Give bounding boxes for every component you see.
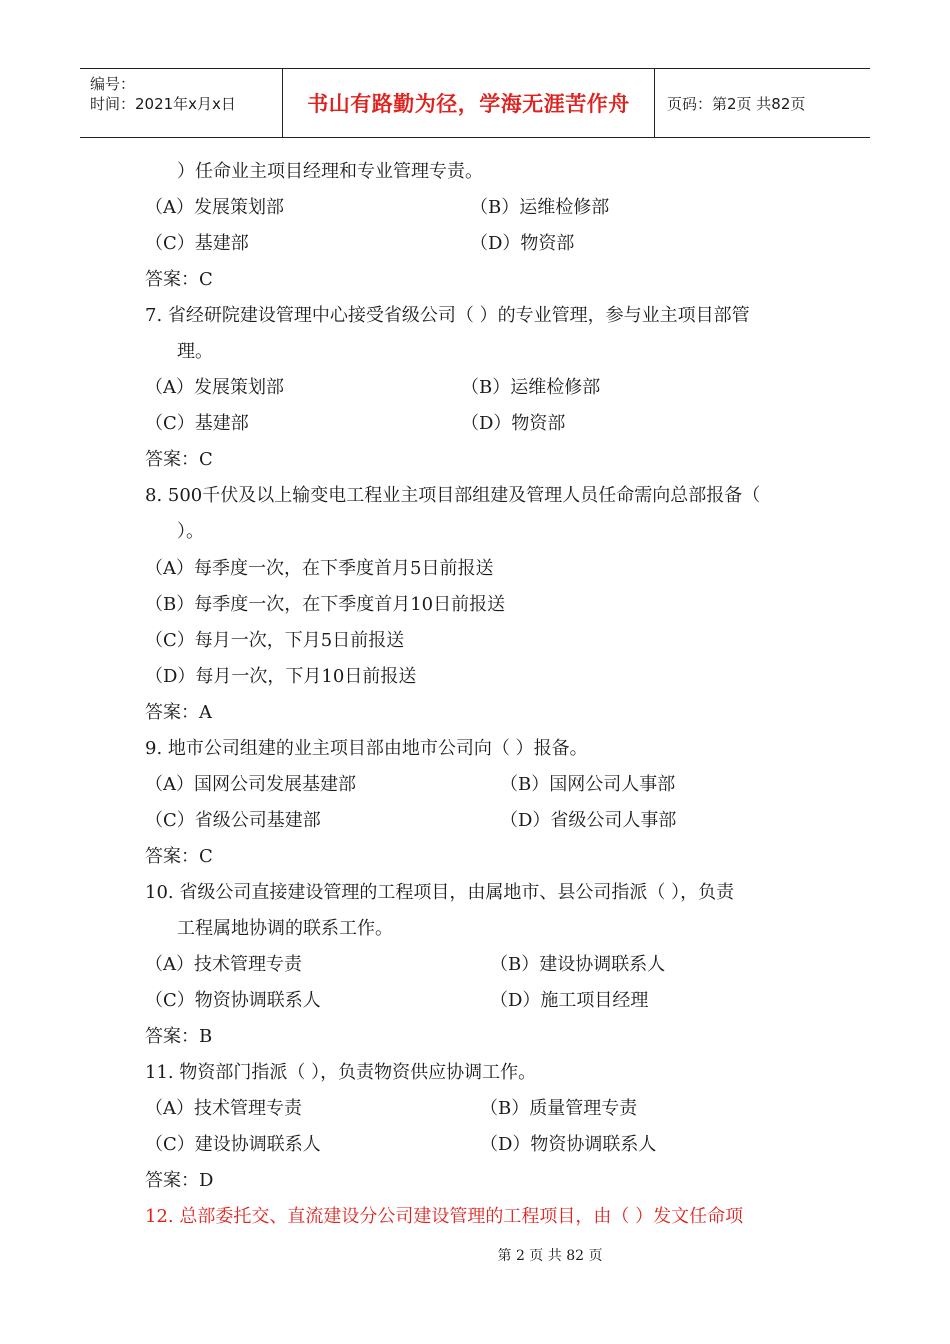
text-line: 11. 物资部门指派（ ），负责物资供应协调工作。 (145, 1062, 537, 1083)
text-line: （D）施工项目经理 (490, 990, 649, 1011)
text-line: （A）发展策划部 (145, 377, 284, 398)
text-line: 工程属地协调的联系工作。 (177, 918, 393, 939)
text-line: （B）国网公司人事部 (500, 774, 676, 795)
text-line: （B）每季度一次，在下季度首月10日前报送 (145, 594, 506, 615)
text-line: （A）技术管理专责 (145, 954, 302, 975)
page-footer: 第 2 页 共 82 页 (497, 1248, 603, 1264)
text-line: （B）运维检修部 (470, 197, 610, 218)
text-line: ）。 (177, 521, 204, 542)
text-line: （D）物资部 (461, 413, 566, 434)
page-header (80, 68, 870, 138)
text-line: 答案：C (145, 269, 213, 290)
text-line: 10. 省级公司直接建设管理的工程项目，由属地市、县公司指派（ ），负责 (145, 882, 735, 903)
text-line: 答案：C (145, 449, 213, 470)
header-number: 编号： (90, 75, 136, 93)
text-line: （D）省级公司人事部 (500, 810, 677, 831)
text-line: （C）建设协调联系人 (145, 1134, 321, 1155)
header-time: 时间：2021年x月x日 (90, 95, 236, 113)
text-line: （A）每季度一次，在下季度首月5日前报送 (145, 558, 494, 579)
header-page-info: 页码：第2页 共82页 (667, 94, 806, 113)
text-line: （C）基建部 (145, 413, 249, 434)
header-meta (80, 69, 283, 137)
text-line: （A）发展策划部 (145, 197, 284, 218)
text-line: （D）物资部 (470, 233, 575, 254)
text-line: （B）运维检修部 (461, 377, 601, 398)
text-line: 答案：A (145, 702, 212, 723)
text-line: 9. 地市公司组建的业主项目部由地市公司向（ ）报备。 (145, 738, 588, 759)
text-line: （B）建设协调联系人 (490, 954, 666, 975)
text-line: （C）省级公司基建部 (145, 810, 321, 831)
text-line: 答案：D (145, 1170, 214, 1191)
text-line: 答案：C (145, 846, 213, 867)
text-line: （D）物资协调联系人 (480, 1134, 657, 1155)
header-motto: 书山有路勤为径，学海无涯苦作舟 (283, 69, 655, 137)
text-line: 理。 (177, 341, 213, 362)
text-line: （C）每月一次，下月5日前报送 (145, 630, 405, 651)
text-line: （A）技术管理专责 (145, 1098, 302, 1119)
text-line: 7. 省经研院建设管理中心接受省级公司（ ）的专业管理，参与业主项目部管 (145, 305, 750, 326)
text-line: （B）质量管理专责 (480, 1098, 638, 1119)
text-line: （C）基建部 (145, 233, 249, 254)
text-line: 答案：B (145, 1026, 213, 1047)
text-line: 12. 总部委托交、直流建设分公司建设管理的工程项目，由（ ）发文任命项 (145, 1206, 744, 1227)
text-line: ）任命业主项目经理和专业管理专责。 (177, 161, 483, 182)
text-line: 8. 500千伏及以上输变电工程业主项目部组建及管理人员任命需向总部报备（ (145, 485, 761, 506)
text-line: （D）每月一次，下月10日前报送 (145, 666, 417, 687)
text-line: （C）物资协调联系人 (145, 990, 321, 1011)
text-line: （A）国网公司发展基建部 (145, 774, 356, 795)
